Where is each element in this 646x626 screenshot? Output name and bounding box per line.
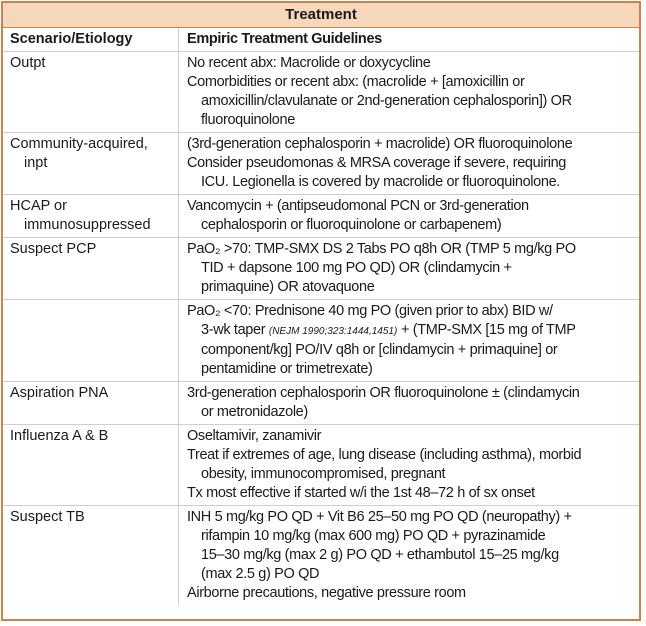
guideline-line: 15–30 mg/kg (max 2 g) PO QD + ethambutol 15–25 mg/kg <box>201 547 559 563</box>
guideline-cell <box>179 52 639 132</box>
guideline-line: Tx most effective if started w/i the 1st 48–72 h of sx onset <box>187 485 535 501</box>
guideline-line: fluoroquinolone <box>201 112 295 128</box>
scenario-cell <box>3 195 179 237</box>
guideline-line: 3rd-generation cephalosporin OR fluoroquinolone ± (clindamycin <box>187 385 580 401</box>
scenario-line: Outpt <box>10 55 46 71</box>
guideline-line: Oseltamivir, zanamivir <box>187 428 322 444</box>
treatment-table <box>1 1 641 621</box>
guideline-cell <box>179 133 639 194</box>
table-row <box>3 238 639 300</box>
guideline-line: Comorbidities or recent abx: (macrolide + [amoxicillin or <box>187 74 525 90</box>
guideline-line: obesity, immunocompromised, pregnant <box>201 466 446 482</box>
guideline-line: or metronidazole) <box>201 404 308 420</box>
guideline-text: 3-wk taper <box>201 322 269 338</box>
guideline-line: (3rd-generation cephalosporin + macrolide) OR fluoroquinolone <box>187 136 573 152</box>
guideline-text: + (TMP-SMX [15 mg of TMP <box>397 322 576 338</box>
table-row <box>3 52 639 133</box>
guideline-line: (max 2.5 g) PO QD <box>201 566 320 582</box>
guideline-line: PaO₂ >70: TMP-SMX DS 2 Tabs PO q8h OR (TMP 5 mg/kg PO <box>187 241 576 257</box>
scenario-cell <box>3 300 179 381</box>
scenario-cell <box>3 506 179 605</box>
guideline-line: INH 5 mg/kg PO QD + Vit B6 25–50 mg PO QD (neuropathy) + <box>187 509 572 525</box>
scenario-cell <box>3 382 179 424</box>
table-row <box>3 195 639 238</box>
guideline-line: rifampin 10 mg/kg (max 600 mg) PO QD + pyrazinamide <box>201 528 546 544</box>
table-title: Treatment <box>3 3 639 28</box>
table-row <box>3 506 639 605</box>
scenario-line: Community-acquired, <box>10 136 148 152</box>
guideline-cell <box>179 425 639 505</box>
guideline-cell <box>179 506 639 605</box>
guideline-line: component/kg] PO/IV q8h or [clindamycin + primaquine] or <box>201 342 558 358</box>
table-row <box>3 382 639 425</box>
guideline-line: primaquine) OR atovaquone <box>201 279 375 295</box>
table-row <box>3 133 639 195</box>
scenario-line: immunosuppressed <box>24 217 151 233</box>
header-scenario: Scenario/Etiology <box>3 28 179 51</box>
scenario-cell <box>3 133 179 194</box>
guideline-line: pentamidine or trimetrexate) <box>201 361 373 377</box>
scenario-line: Influenza A & B <box>10 428 109 444</box>
guideline-line: amoxicillin/clavulanate or 2nd-generation cephalosporin]) OR <box>201 93 572 109</box>
guideline-cell <box>179 382 639 424</box>
scenario-cell <box>3 425 179 505</box>
scenario-line: Suspect TB <box>10 509 85 525</box>
guideline-line: cephalosporin or fluoroquinolone or carbapenem) <box>201 217 502 233</box>
guideline-line: Consider pseudomonas & MRSA coverage if severe, requiring <box>187 155 567 171</box>
header-guidelines: Empiric Treatment Guidelines <box>187 31 382 47</box>
table-body <box>3 52 639 605</box>
scenario-line: inpt <box>24 155 48 171</box>
table-row <box>3 300 639 382</box>
guideline-line: TID + dapsone 100 mg PO QD) OR (clindamycin + <box>201 260 512 276</box>
guideline-line: No recent abx: Macrolide or doxycycline <box>187 55 431 71</box>
guideline-line: Vancomycin + (antipseudomonal PCN or 3rd-generation <box>187 198 529 214</box>
scenario-line: Aspiration PNA <box>10 385 109 401</box>
scenario-cell <box>3 238 179 299</box>
guideline-line: Airborne precautions, negative pressure room <box>187 585 466 601</box>
guideline-cell <box>179 195 639 237</box>
scenario-cell <box>3 52 179 132</box>
scenario-line: Suspect PCP <box>10 241 97 257</box>
guideline-line <box>187 321 639 341</box>
table-row <box>3 425 639 506</box>
guideline-cell <box>179 238 639 299</box>
guideline-cell <box>179 300 639 381</box>
guideline-line: PaO₂ <70: Prednisone 40 mg PO (given prior to abx) BID w/ <box>187 303 553 319</box>
citation: (NEJM 1990;323:1444,1451) <box>268 326 398 337</box>
guideline-line: Treat if extremes of age, lung disease (including asthma), morbid <box>187 447 582 463</box>
guideline-line: ICU. Legionella is covered by macrolide or fluoroquinolone. <box>201 174 560 190</box>
scenario-line: HCAP or <box>10 198 67 214</box>
header-row <box>3 28 639 52</box>
